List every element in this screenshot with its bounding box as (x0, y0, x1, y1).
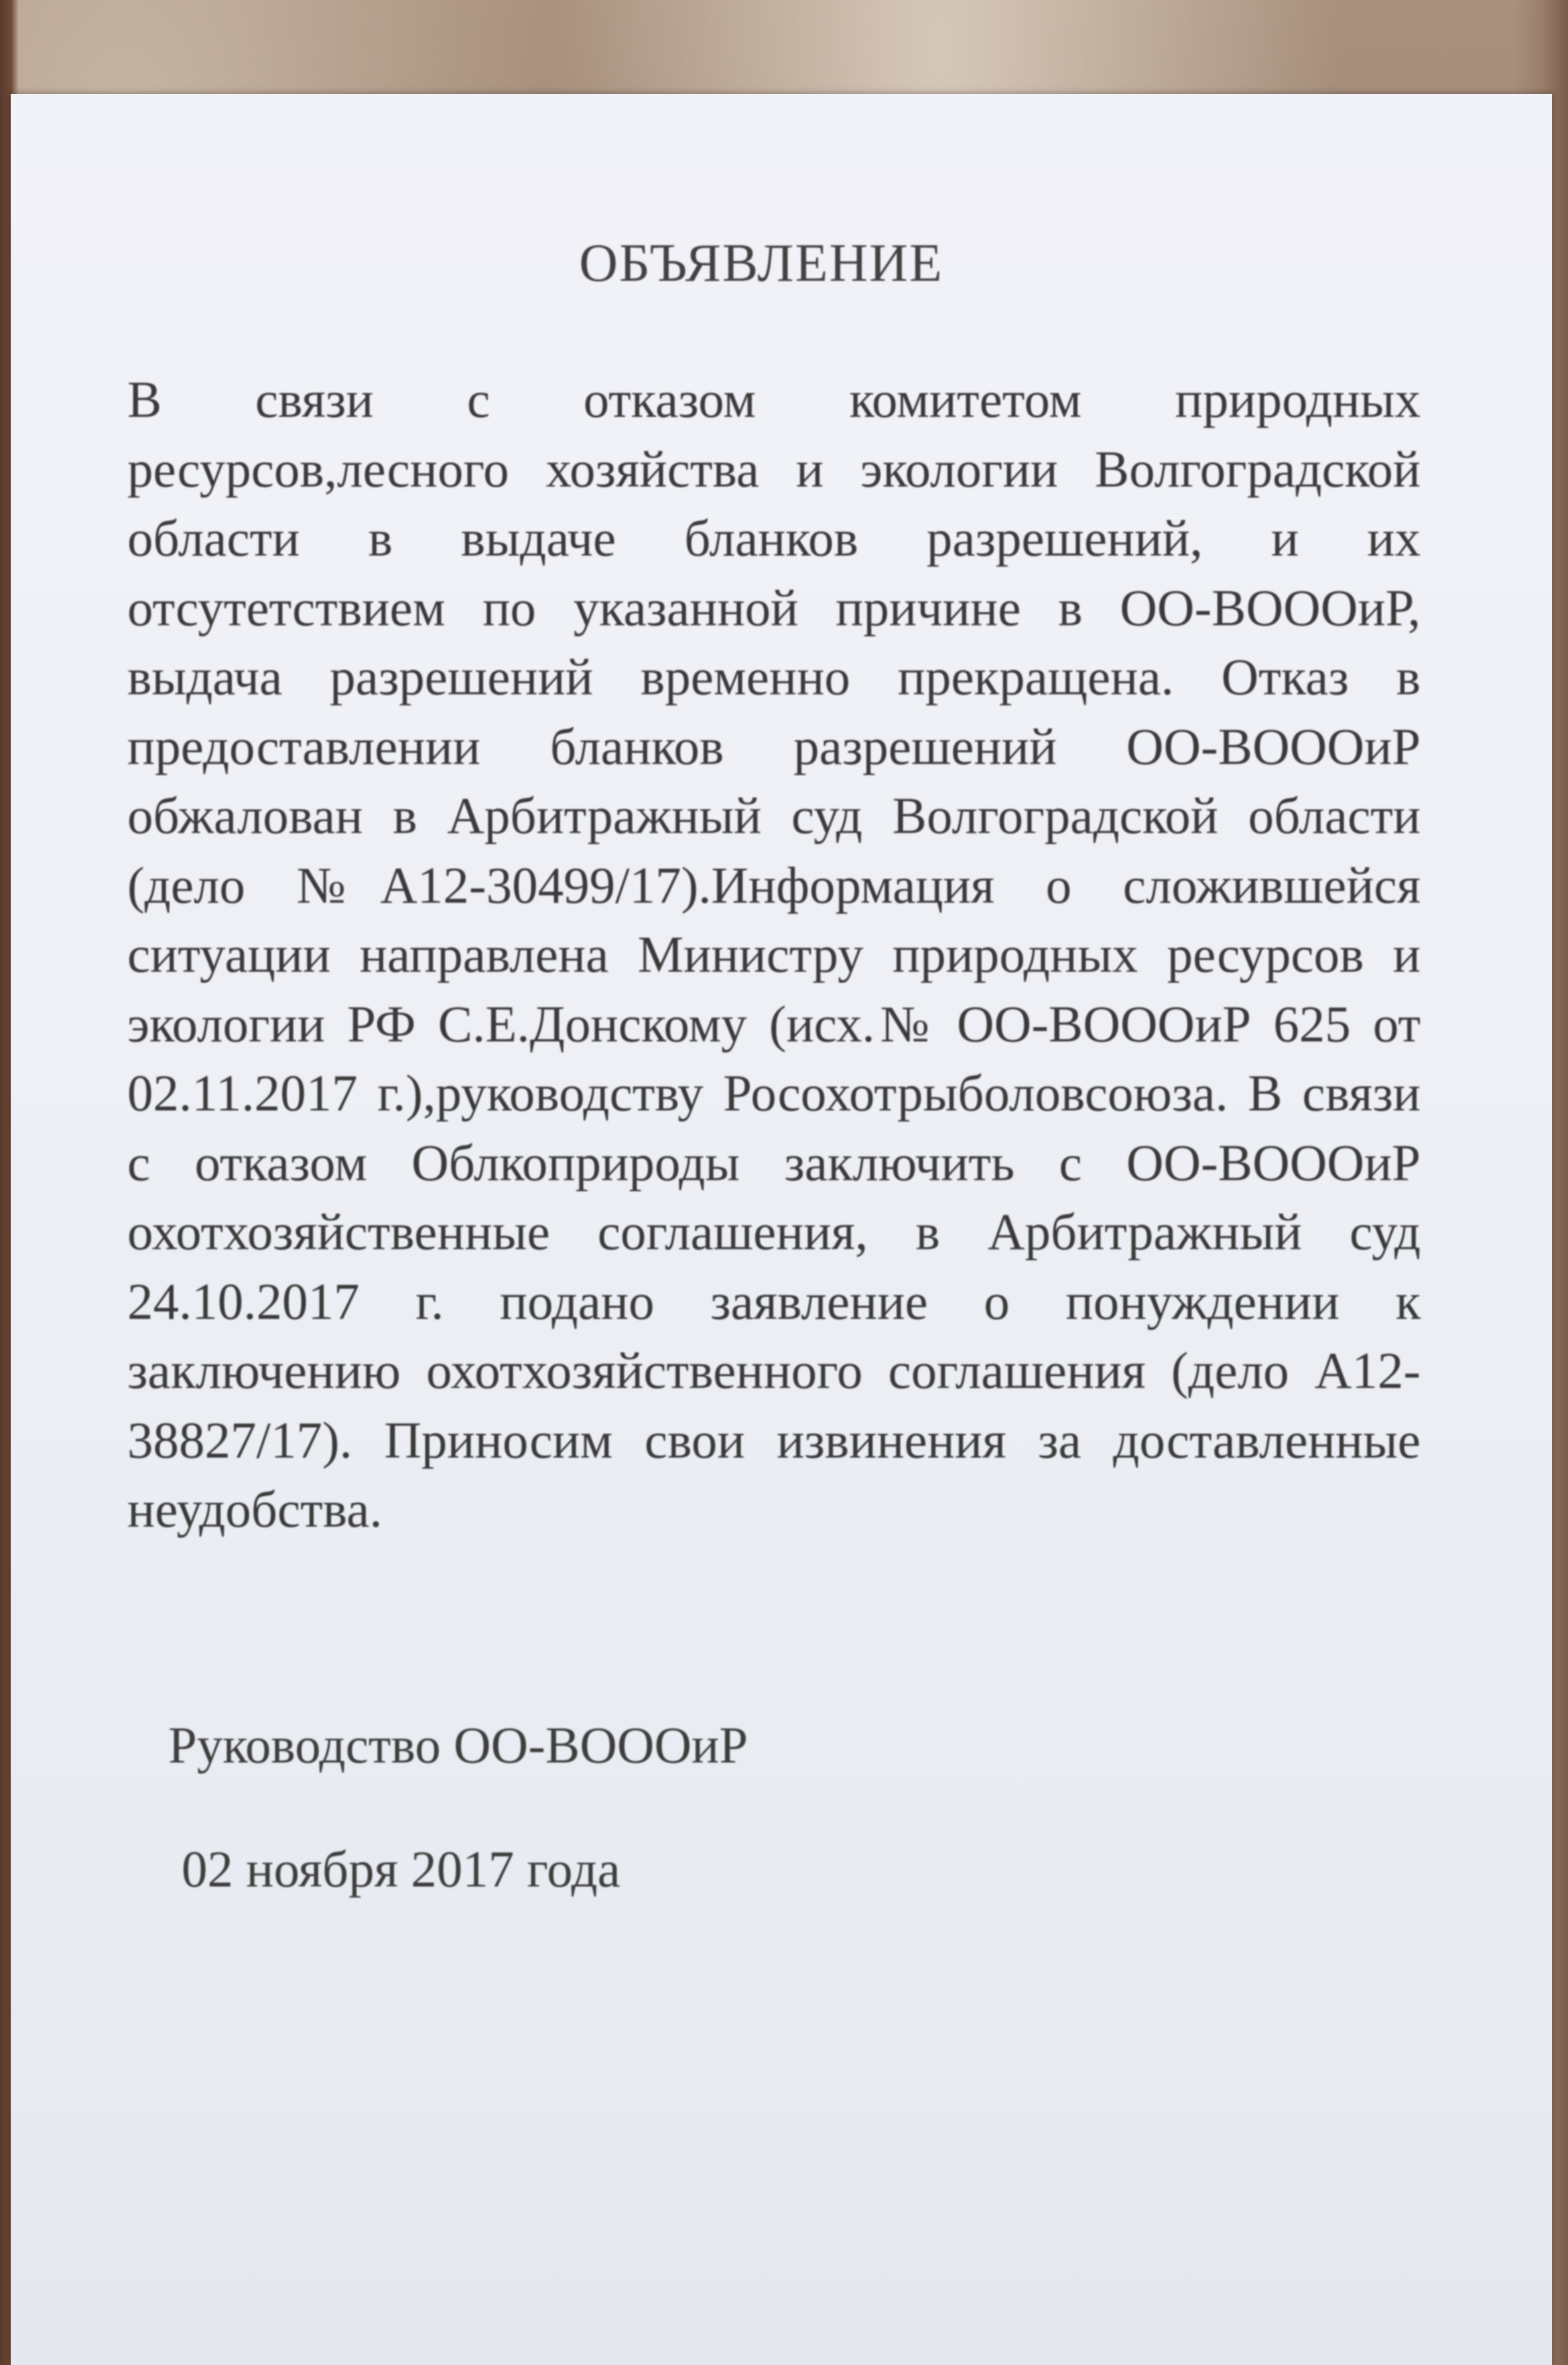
notice-content (11, 94, 1552, 2365)
notice-signature: Руководство ОО-ВОООиР (168, 1716, 748, 1774)
notice-sheet (11, 94, 1552, 2365)
notice-date: 02 ноября 2017 года (182, 1840, 620, 1898)
notice-body: В связи с отказом комитетом природных ресурсов,лесного хозяйства и экологии Волгоградской области в выдаче бланков разрешений, и их отсутетствием по указанной причине в ОО-ВОООиР, выдача разрешений временно прекращена. Отказ в предоставлении бланков разрешений ОО-ВОООиР обжалован в Арбитражный суд Волгоградской области (дело №А12-30499/17).Информация о сложившейся ситуации направлена Министру природных ресурсов и экологии РФ С.Е.Донскому (исх.№ ОО-ВОООиР 625 от 02.11.2017 г.),руководству Росохотрыболовсоюза. В связи с отказом Облкоприроды заключить с ОО-ВОООиР охотхозяйственные соглашения, в Арбитражный суд 24.10.2017 г. подано заявление о понуждении к заключению охотхозяйственного соглашения (дело А12-38827/17). Приносим свои извинения за доставленные неудобства. (127, 371, 1421, 1538)
notice-title: ОБЪЯВЛЕНИЕ (579, 234, 943, 293)
